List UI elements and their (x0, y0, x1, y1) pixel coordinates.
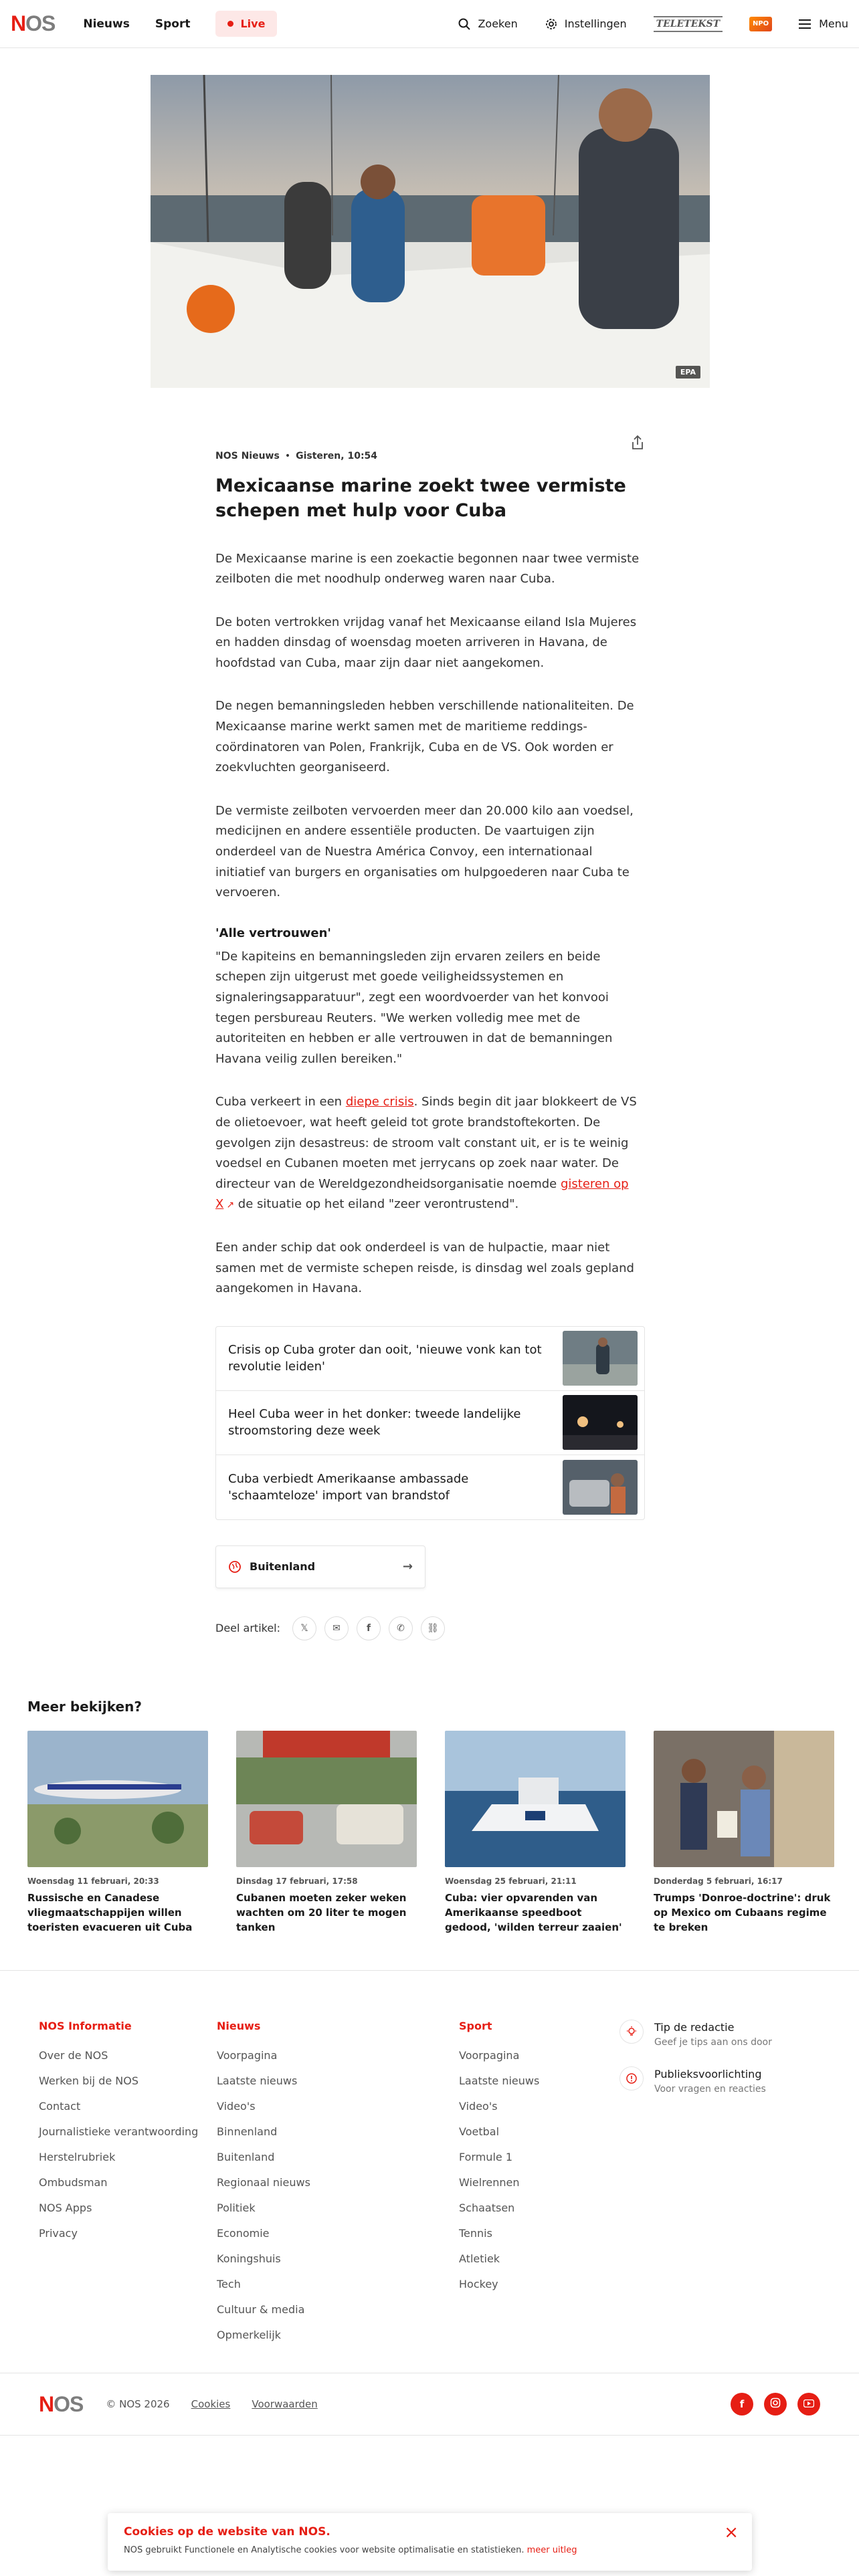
paragraph-6: Cuba verkeert in een diepe crisis. Sinds begin dit jaar blokkeert de VS de olietoevoer, wat heeft geleid tot grote brandstoftekorten. De gevolgen zijn desastreus: de stroom valt constant uit, er is te weinig voedsel en Cubanen moeten met jerrycans op zoek naar water. De directeur van de Wereldgezondheidsorganisatie noemde gisteren op X ↗ de situatie op het eiland "zeer verontrustend". (215, 1095, 637, 1212)
more-heading: Meer bekijken? (27, 1699, 142, 1715)
article-subheading: 'Alle vertrouwen' (215, 926, 331, 940)
image-credit: EPA (676, 366, 700, 379)
arrow-right-icon: → (402, 1560, 413, 1574)
footer-link[interactable]: Over de NOS (39, 2049, 108, 2062)
footer-col-info (39, 2020, 217, 2348)
hamburger-icon (799, 19, 812, 29)
article-source: NOS Nieuws (215, 451, 280, 461)
cookies-link[interactable]: Cookies (191, 2398, 231, 2410)
live-dot-icon (227, 21, 233, 27)
footer-link[interactable]: NOS Apps (39, 2202, 92, 2214)
live-button[interactable]: Live (215, 11, 277, 37)
cookie-text: NOS gebruikt Functionele en Analytische cookies voor website optimalisatie en statistieken. meer uitleg (124, 2545, 577, 2555)
nos-logo[interactable]: NOS (11, 11, 56, 35)
paragraph-2: De boten vertrokken vrijdag vanaf het Mexicaanse eiland Isla Mujeres en hadden dinsdag of woensdag moeten arriveren in Havana, de hoofdstad van Cuba, maar zijn daar niet aangekomen. (215, 615, 637, 670)
footer-link[interactable]: Koningshuis (217, 2252, 281, 2265)
teletekst-logo[interactable]: TELETEKST (654, 16, 723, 32)
card-date: Donderdag 5 februari, 16:17 (654, 1876, 783, 1886)
article-time: Gisteren, 10:54 (296, 451, 378, 461)
globe-icon (228, 1560, 242, 1574)
tip-redactie-link[interactable]: Tip de redactie Geef je tips aan ons door (619, 2020, 828, 2048)
share-facebook-button[interactable] (357, 1616, 381, 1640)
cookie-banner (108, 2513, 752, 2571)
cookie-more-link[interactable]: meer uitleg (527, 2545, 577, 2555)
card-title: Russische en Canadese vliegmaatschappijen willen toeristen evacueren uit Cuba (27, 1892, 193, 1933)
publieksvoorlichting-link[interactable]: Publieksvoorlichting Voor vragen en reacties (619, 2066, 828, 2095)
paragraph-1: De Mexicaanse marine is een zoekactie begonnen naar twee vermiste zeilboten die met noodhulp onderweg waren naar Cuba. (215, 551, 640, 586)
footer-link[interactable]: Laatste nieuws (459, 2074, 540, 2087)
x-icon: 𝕏 (300, 1622, 308, 1634)
hero-photo (151, 75, 710, 388)
paragraph-4: De vermiste zeilboten vervoerden meer dan 20.000 kilo aan voedsel, medicijnen en andere essentiële producten. De vaartuigen zijn onderdeel van de Nuestra América Convoy, een internationaal initiatief van burgers en organisaties om hulpgoederen naar Cuba te vervoeren. (215, 803, 634, 900)
footer-link[interactable]: Buitenland (217, 2151, 275, 2163)
nav-nieuws[interactable]: Nieuws (83, 17, 130, 31)
paragraph-3: De negen bemanningsleden hebben verschillende nationaliteiten. De Mexicaanse marine werkt samen met de maritieme reddings-coördinatoren van Polen, Frankrijk, Cuba en de VS. Ook worden er zoekvluchten georganiseerd. (215, 699, 634, 775)
share-x-button[interactable] (292, 1616, 316, 1640)
footer-heading: Nieuws (217, 2020, 261, 2032)
footer-link[interactable]: Politiek (217, 2202, 256, 2214)
footer-link[interactable]: Tech (217, 2278, 241, 2290)
close-icon: × (724, 2523, 739, 2543)
instagram-button[interactable] (764, 2393, 787, 2416)
facebook-button[interactable] (731, 2393, 753, 2416)
card-image (27, 1731, 208, 1867)
facebook-icon: f (739, 2398, 745, 2410)
more-section (27, 1699, 834, 1935)
social-links (731, 2393, 820, 2416)
card-title: Trumps 'Donroe-doctrine': druk op Mexico om Cubaans regime te breken (654, 1892, 831, 1933)
whatsapp-icon: ✆ (397, 1622, 405, 1634)
link-icon: ⛓ (427, 1622, 439, 1634)
footer-link[interactable]: Video's (217, 2100, 256, 2113)
share-label: Deel artikel: (215, 1622, 281, 1635)
footer-link[interactable]: Formule 1 (459, 2151, 512, 2163)
footer-heading: Sport (459, 2020, 492, 2032)
footer-link[interactable]: Schaatsen (459, 2202, 515, 2214)
more-card[interactable] (236, 1731, 417, 1935)
share-link-button[interactable] (421, 1616, 445, 1640)
related-articles (215, 1326, 645, 1520)
footer-link[interactable]: Atletiek (459, 2252, 500, 2265)
npo-logo[interactable]: NPO (749, 17, 772, 31)
footer-link[interactable]: Wielrennen (459, 2176, 520, 2189)
footer-bottom (0, 2373, 859, 2436)
share-whatsapp-button[interactable] (389, 1616, 413, 1640)
related-title: Cuba verbiedt Amerikaanse ambassade 'schaamteloze' import van brandstof (228, 1471, 469, 1503)
related-thumbnail (563, 1460, 638, 1515)
footer-link[interactable]: Video's (459, 2100, 498, 2113)
card-image (654, 1731, 834, 1867)
footer-col-nieuws (217, 2020, 459, 2348)
footer-link[interactable]: Journalistieke verantwoording (39, 2125, 199, 2138)
share-icon (630, 435, 645, 451)
footer-link[interactable]: Werken bij de NOS (39, 2074, 139, 2087)
instagram-icon (770, 2397, 781, 2411)
facebook-icon: f (366, 1622, 371, 1634)
related-title: Heel Cuba weer in het donker: tweede landelijke stroomstoring deze week (228, 1407, 521, 1438)
card-date: Woensdag 25 februari, 21:11 (445, 1876, 577, 1886)
article-meta (215, 451, 645, 461)
paragraph-5: "De kapiteins en bemanningsleden zijn ervaren zeilers en beide schepen zijn uitgerust met goede veiligheidssystemen en signaleringsapparatuur", zegt een woordvoerder van het konvooi tegen persbureau Reuters. "We werken volledig mee met de autoriteiten en hebben er alle vertrouwen in dat de bemanningen Havana veilig zullen bereiken." (215, 949, 613, 1066)
search-button[interactable]: Zoeken (458, 17, 517, 31)
footer-nos-logo[interactable]: NOS (39, 2391, 84, 2416)
footer-link[interactable]: Regionaal nieuws (217, 2176, 310, 2189)
link-gisteren-op-x[interactable]: gisteren op X (215, 1176, 629, 1212)
card-image (445, 1731, 626, 1867)
external-link-icon: ↗ (226, 1200, 235, 1211)
more-card[interactable] (654, 1731, 834, 1935)
related-item[interactable] (216, 1391, 644, 1455)
more-card[interactable] (27, 1731, 208, 1935)
related-title: Crisis op Cuba groter dan ooit, 'nieuwe vonk kan tot revolutie leiden' (228, 1343, 542, 1374)
footer-link[interactable]: Opmerkelijk (217, 2329, 281, 2341)
more-card[interactable] (445, 1731, 626, 1935)
card-title: Cubanen moeten zeker weken wachten om 20 liter te mogen tanken (236, 1892, 407, 1933)
footer-link[interactable]: Cultuur & media (217, 2303, 305, 2316)
info-icon (619, 2066, 644, 2090)
lightbulb-icon (619, 2020, 644, 2044)
paragraph-7: Een ander schip dat ook onderdeel is van de hulpactie, maar niet samen met de vermiste schepen reisde, is dinsdag wel zoals gepland aangekomen in Havana. (215, 1240, 634, 1296)
card-date: Woensdag 11 februari, 20:33 (27, 1876, 159, 1886)
youtube-icon (803, 2398, 814, 2410)
share-article (215, 1616, 645, 1640)
card-image (236, 1731, 417, 1867)
footer-link[interactable]: Economie (217, 2227, 270, 2240)
article (215, 428, 645, 1640)
article-title: Mexicaanse marine zoekt twee vermiste schepen met hulp voor Cuba (215, 475, 626, 522)
share-button[interactable] (630, 435, 645, 453)
hero-image (151, 75, 710, 388)
footer-link[interactable]: Voorpagina (217, 2049, 278, 2062)
footer-link[interactable]: Herstelrubriek (39, 2151, 116, 2163)
footer-link[interactable]: Privacy (39, 2227, 78, 2240)
footer-link[interactable]: Binnenland (217, 2125, 278, 2138)
youtube-button[interactable] (797, 2393, 820, 2416)
site-footer (39, 2020, 828, 2348)
terms-link[interactable]: Voorwaarden (252, 2398, 318, 2410)
related-thumbnail (563, 1395, 638, 1450)
section-divider (0, 1970, 859, 1971)
settings-button[interactable]: Instellingen (545, 17, 627, 31)
tag-buitenland[interactable]: Buitenland → (215, 1545, 425, 1588)
share-email-button[interactable] (324, 1616, 349, 1640)
footer-col-sport (459, 2020, 619, 2348)
card-title: Cuba: vier opvarenden van Amerikaanse speedboot gedood, 'wilden terreur zaaien' (445, 1892, 622, 1933)
menu-button[interactable]: Menu (799, 17, 848, 30)
footer-heading: NOS Informatie (39, 2020, 132, 2032)
related-thumbnail (563, 1331, 638, 1386)
copyright: © NOS 2026 (106, 2398, 170, 2410)
footer-link[interactable]: Tennis (459, 2227, 492, 2240)
link-diepe-crisis[interactable]: diepe crisis (345, 1095, 414, 1109)
footer-link[interactable]: Hockey (459, 2278, 498, 2290)
card-date: Dinsdag 17 februari, 17:58 (236, 1876, 358, 1886)
footer-link[interactable]: Voorpagina (459, 2049, 520, 2062)
related-item[interactable] (216, 1455, 644, 1519)
site-header (0, 0, 859, 48)
cookie-title: Cookies op de website van NOS. (124, 2525, 330, 2539)
gear-icon (545, 17, 558, 31)
related-item[interactable] (216, 1327, 644, 1391)
footer-link[interactable]: Voetbal (459, 2125, 500, 2138)
meta-separator: • (284, 451, 291, 461)
footer-contact (619, 2020, 828, 2348)
footer-link[interactable]: Contact (39, 2100, 81, 2113)
search-icon (458, 17, 471, 31)
mail-icon: ✉ (332, 1622, 341, 1634)
cookie-close-button[interactable] (724, 2524, 739, 2541)
footer-link[interactable]: Laatste nieuws (217, 2074, 298, 2087)
footer-link[interactable]: Ombudsman (39, 2176, 108, 2189)
nav-sport[interactable]: Sport (155, 17, 191, 31)
article-body (215, 549, 645, 1299)
